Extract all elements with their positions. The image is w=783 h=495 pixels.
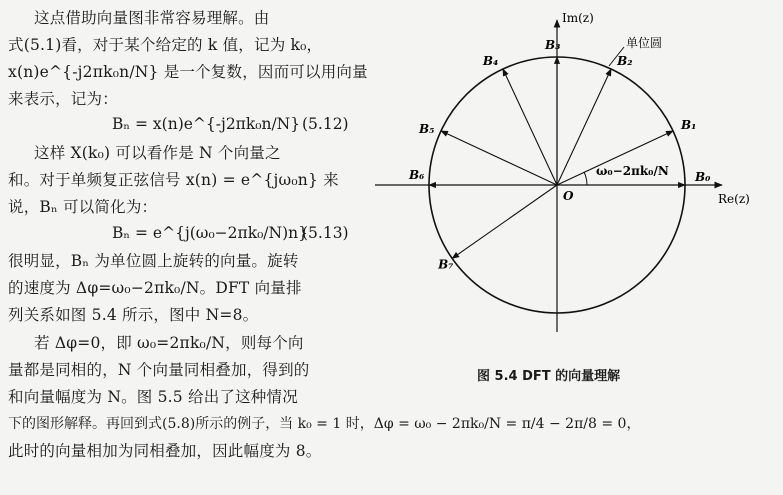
paragraph-4-line-3: 和向量幅度为 N。图 5.5 给出了这种情况	[8, 388, 298, 406]
paragraph-1-line-4: 来表示，记为：	[8, 90, 118, 108]
vector-label-b1: B₁	[681, 117, 697, 132]
paragraph-1-line-3: x(n)e^{-j2πk₀n/N} 是一个复数，因而可以用向量	[8, 63, 368, 81]
vector-b5	[441, 131, 557, 185]
paragraph-2-line-2: 和。对于单频复正弦信号 x(n) = e^{jω₀n} 来	[8, 171, 339, 189]
vector-b4	[503, 69, 557, 185]
paragraph-3-line-1: 很明显，Bₙ 为单位圆上旋转的向量。旋转	[8, 252, 299, 270]
vector-label-b4: B₄	[482, 53, 499, 68]
paragraph-1-line-1: 这点借助向量图非常容易理解。由	[34, 9, 270, 27]
angle-label: ω₀−2πk₀/N	[596, 164, 669, 178]
figure-caption: 图 5.4 DFT 的向量理解	[477, 369, 621, 384]
angle-arc	[584, 172, 587, 185]
vector-label-b3: B₃	[545, 38, 561, 52]
equation-5-13-number: (5.13)	[302, 224, 349, 242]
equation-5-13: Bₙ = e^{j(ω₀−2πk₀/N)n}	[112, 224, 308, 242]
vector-label-b6: B₆	[409, 168, 425, 182]
vector-label-b5: B₅	[418, 121, 435, 136]
paragraph-3-line-2: 的速度为 Δφ=ω₀−2πk₀/N。DFT 向量排	[8, 279, 302, 297]
paragraph-2-line-1: 这样 X(k₀) 可以看作是 N 个向量之	[34, 144, 281, 162]
unit-circle-label: 单位圆	[626, 36, 663, 50]
origin-label: O	[563, 189, 574, 203]
paragraph-4-line-2: 量都是同相的，N 个向量同相叠加，得到的	[8, 361, 310, 379]
vector-label-b0: B₀	[695, 170, 711, 184]
paragraph-4-line-5: 此时的向量相加为同相叠加，因此幅度为 8。	[8, 442, 322, 460]
paragraph-4-line-4: 下的图形解释。再回到式(5.8)所示的例子，当 k₀ = 1 时，Δφ = ω₀ − 2πk₀/N = π/4 − 2π/8 = 0，	[8, 416, 641, 432]
real-axis-label: Re(z)	[718, 192, 750, 206]
vector-label-b7: B₇	[438, 257, 454, 272]
vector-group	[408, 38, 711, 271]
paragraph-2-line-3: 说，Bₙ 可以简化为：	[8, 198, 158, 216]
equation-5-12-number: (5.12)	[302, 115, 349, 133]
paragraph-3-line-3: 列关系如图 5.4 所示，图中 N=8。	[8, 306, 259, 324]
equation-5-12: Bₙ = x(n)e^{-j2πk₀n/N}	[112, 115, 301, 133]
paragraph-4-line-1: 若 Δφ=0，即 ω₀=2πk₀/N，则每个向	[34, 334, 304, 352]
imaginary-axis-label: Im(z)	[562, 11, 594, 25]
vector-b7	[452, 185, 557, 258]
vector-label-b2: B₂	[617, 53, 633, 68]
paragraph-1-line-2: 式(5.1)看，对于某个给定的 k 值，记为 k₀，	[8, 36, 323, 54]
